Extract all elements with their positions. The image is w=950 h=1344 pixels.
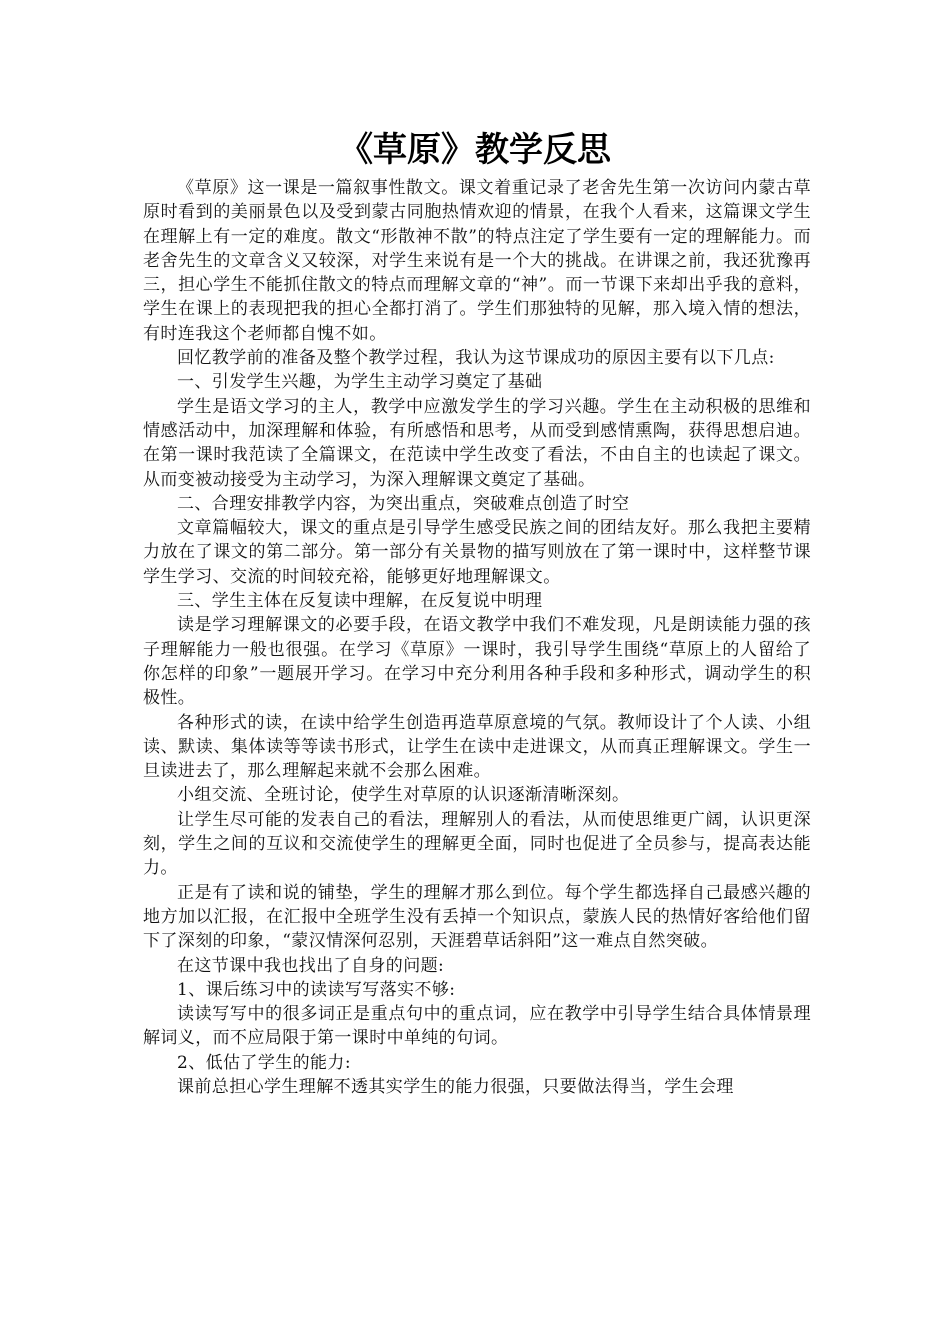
paragraph: 各种形式的读，在读中给学生创造再造草原意境的气氛。教师设计了个人读、小组读、默读、集体读等等读书形式，让学生在读中走进课文，从而真正理解课文。学生一旦读进去了，那么理解起来就不会那么困难。 — [143, 712, 811, 782]
paragraph: 回忆教学前的准备及整个教学过程，我认为这节课成功的原因主要有以下几点: — [177, 348, 775, 369]
paragraph: 学生是语文学习的主人，教学中应激发学生的学习兴趣。学生在主动积极的思维和情感活动中，加深理解和体验，有所感悟和思考，从而受到感情熏陶，获得思想启迪。在第一课时我范读了全篇课文，在范读中学生改变了看法，不由自主的也读起了课文。从而变被动接受为主动学习，为深入理解课文奠定了基础。 — [143, 396, 811, 490]
document-body — [143, 176, 811, 1099]
document-title: 《草原》教学反思 — [339, 130, 611, 170]
section-heading: 二、合理安排教学内容，为突出重点，突破难点创造了时空 — [177, 493, 630, 514]
section-heading: 2、低估了学生的能力: — [177, 1052, 351, 1073]
paragraph: 小组交流、全班讨论，使学生对草原的认识逐渐清晰深刻。 — [177, 785, 630, 806]
paragraph: 让学生尽可能的发表自己的看法，理解别人的看法，从而使思维更广阔，认识更深刻，学生之间的互议和交流使学生的理解更全面，同时也促进了全员参与，提高表达能力。 — [143, 809, 811, 879]
paragraph: 课前总担心学生理解不透其实学生的能力很强，只要做法得当，学生会理 — [177, 1076, 734, 1097]
paragraph: 正是有了读和说的铺垫，学生的理解才那么到位。每个学生都选择自己最感兴趣的地方加以汇报，在汇报中全班学生没有丢掉一个知识点，蒙族人民的热情好客给他们留下了深刻的印象，“蒙汉情深何忍别，天涯碧草话斜阳”这一难点自然突破。 — [143, 882, 811, 952]
section-heading: 三、学生主体在反复读中理解，在反复说中明理 — [177, 591, 543, 612]
paragraph: 读是学习理解课文的必要手段，在语文教学中我们不难发现，凡是朗读能力强的孩子理解能力一般也很强。在学习《草原》一课时，我引导学生围绕“草原上的人留给了你怎样的印象”一题展开学习。在学习中充分利用各种手段和多种形式，调动学生的积极性。 — [143, 615, 811, 709]
paragraph: 《草原》这一课是一篇叙事性散文。课文着重记录了老舍先生第一次访问内蒙古草原时看到的美丽景色以及受到蒙古同胞热情欢迎的情景，在我个人看来，这篇课文学生在理解上有一定的难度。散文“形散神不散”的特点注定了学生要有一定的理解能力。而老舍先生的文章含义又较深，对学生来说有是一个大的挑战。在讲课之前，我还犹豫再三，担心学生不能抓住散文的特点而理解文章的“神”。而一节课下来却出乎我的意料，学生在课上的表现把我的担心全都打消了。学生们那独特的见解，那入境入情的想法，有时连我这个老师都自愧不如。 — [143, 178, 811, 344]
paragraph: 读读写写中的很多词正是重点句中的重点词，应在教学中引导学生结合具体情景理解词义，而不应局限于第一课时中单纯的句词。 — [143, 1004, 811, 1049]
section-heading: 一、引发学生兴趣，为学生主动学习奠定了基础 — [177, 372, 543, 393]
paragraph: 在这节课中我也找出了自身的问题: — [177, 955, 445, 976]
paragraph: 文章篇幅较大，课文的重点是引导学生感受民族之间的团结友好。那么我把主要精力放在了课文的第二部分。第一部分有关景物的描写则放在了第一课时中，这样整节课学生学习、交流的时间较充裕，能够更好地理解课文。 — [143, 518, 811, 587]
section-heading: 1、课后练习中的读读写写落实不够: — [177, 979, 456, 1000]
